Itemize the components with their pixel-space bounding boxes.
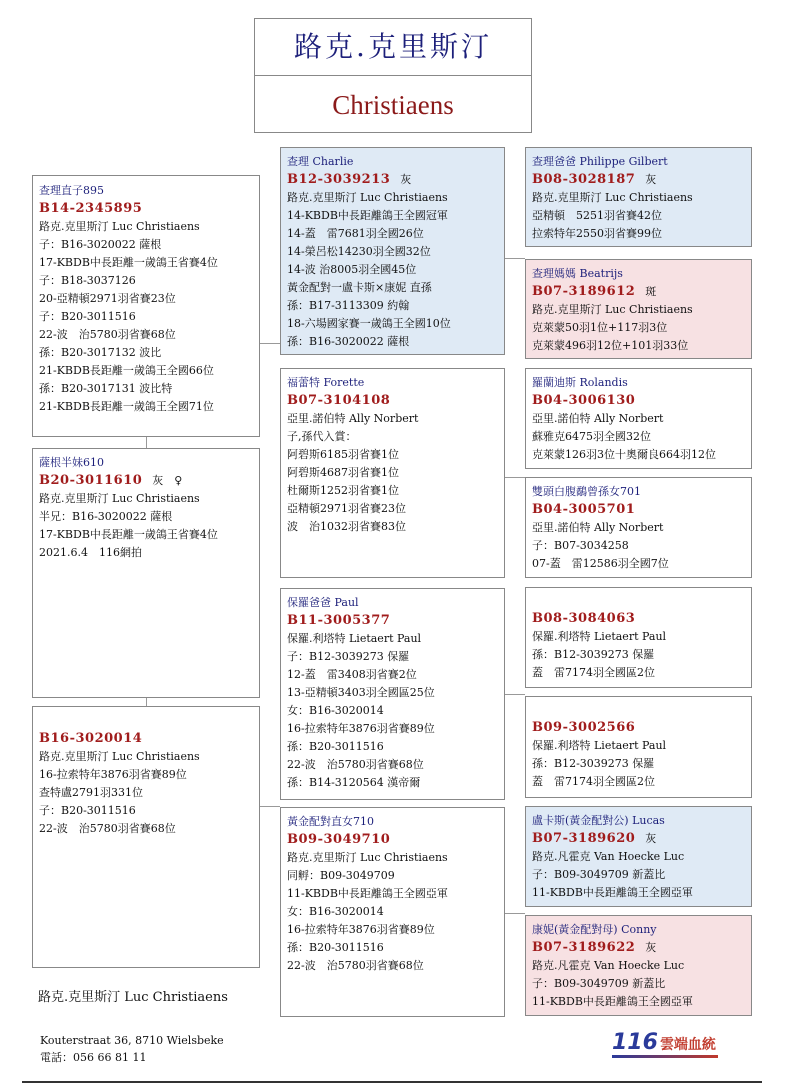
info-line: 16-拉索特年3876羽省賽89位 bbox=[287, 722, 435, 735]
ring-number bbox=[287, 612, 504, 630]
pedigree-card-sibling bbox=[32, 448, 260, 698]
ring-number-text: B07-3104108 bbox=[287, 393, 391, 408]
info-line: 11-KBDB中長距離鴿王全國亞軍 bbox=[532, 995, 693, 1008]
info-line: 蘇雅克6475羽全國32位 bbox=[532, 430, 651, 443]
info-line: 路克.克里斯汀 Luc Christiaens bbox=[532, 303, 693, 316]
bird-name: 盧卡斯(黃金配對公) Lucas bbox=[532, 814, 665, 827]
info-line: 孫：B12-3039273 保羅 bbox=[532, 648, 655, 661]
info-line: 查特盧2791羽331位 bbox=[39, 786, 143, 799]
ring-number-text: B07-3189620 bbox=[532, 831, 636, 846]
connector-line bbox=[260, 806, 280, 807]
info-line: 14-蓋 雷7681羽全國26位 bbox=[287, 227, 424, 240]
info-line: 22-波 治5780羽省賽68位 bbox=[287, 959, 424, 972]
ring-number-text: B12-3039213 bbox=[287, 172, 391, 187]
pedigree-card-sire-dam bbox=[525, 259, 752, 359]
ring-number bbox=[532, 719, 751, 737]
pedigree-card-partner bbox=[32, 706, 260, 968]
info-line: 孫：B16-3020022 薩根 bbox=[287, 335, 410, 348]
title-chinese: 路克.克里斯汀 bbox=[255, 19, 531, 76]
pedigree-card-partner-sire-sire bbox=[525, 587, 752, 688]
info-line: 17-KBDB中長距離一歲鴿王省賽4位 bbox=[39, 528, 218, 541]
pedigree-card-partner-dam-dam bbox=[525, 915, 752, 1016]
info-line: 18-六場國家賽一歲鴿王全國10位 bbox=[287, 317, 451, 330]
ring-number bbox=[532, 171, 751, 189]
info-line: 孫：B12-3039273 保羅 bbox=[532, 757, 655, 770]
info-line: 子：B16-3020022 薩根 bbox=[39, 238, 162, 251]
info-line: 20-亞精頓2971羽省賽23位 bbox=[39, 292, 176, 305]
info-line: 路克.克里斯汀 Luc Christiaens bbox=[532, 191, 693, 204]
info-line: 亞精頓2971羽省賽23位 bbox=[287, 502, 406, 515]
info-line: 杜爾斯1252羽省賽1位 bbox=[287, 484, 399, 497]
color-sex: 灰 ♀ bbox=[152, 474, 183, 487]
pedigree-card-sire bbox=[280, 147, 505, 355]
info-line: 14-榮呂松14230羽全國32位 bbox=[287, 245, 431, 258]
pedigree-card-partner-dam-sire bbox=[525, 806, 752, 907]
info-line: 子：B09-3049709 新蓋比 bbox=[532, 977, 666, 990]
ring-number bbox=[287, 831, 504, 849]
bird-name: 薩根半妹610 bbox=[39, 456, 104, 469]
pedigree-card-dam-dam bbox=[525, 477, 752, 578]
info-line: 亞精頓 5251羽省賽42位 bbox=[532, 209, 662, 222]
info-line: 13-亞精頓3403羽全國區25位 bbox=[287, 686, 435, 699]
connector-line bbox=[505, 258, 525, 259]
info-line: 孫：B14-3120564 漢帝爾 bbox=[287, 776, 421, 789]
info-line: 孫：B17-3113309 約翰 bbox=[287, 299, 410, 312]
pedigree-card-sire-sire bbox=[525, 147, 752, 247]
ring-number bbox=[532, 610, 751, 628]
owner-name: 路克.克里斯汀 Luc Christiaens bbox=[38, 990, 228, 1005]
footer-divider bbox=[22, 1081, 762, 1083]
ring-number bbox=[39, 200, 259, 218]
phone-number: 電話：056 66 81 11 bbox=[40, 1051, 147, 1064]
ring-number-text: B04-3006130 bbox=[532, 393, 636, 408]
info-line: 17-KBDB中長距離一歲鴿王省賽4位 bbox=[39, 256, 218, 269]
logo-number: 116 bbox=[612, 1030, 658, 1055]
pedigree-card-partner-sire-dam bbox=[525, 696, 752, 798]
ring-number-text: B09-3002566 bbox=[532, 720, 636, 735]
info-line: 路克.克里斯汀 Luc Christiaens bbox=[39, 750, 200, 763]
pedigree-card-partner-dam bbox=[280, 807, 505, 1017]
connector-line bbox=[260, 343, 280, 344]
info-line: 路克.克里斯汀 Luc Christiaens bbox=[287, 851, 448, 864]
site-logo bbox=[612, 1030, 722, 1056]
color-sex: 灰 bbox=[400, 173, 412, 186]
info-line: 12-蓋 雷3408羽省賽2位 bbox=[287, 668, 417, 681]
ring-number bbox=[532, 392, 751, 410]
connector-line bbox=[505, 477, 525, 478]
bird-name: 雙頭白腹鷸曾孫女701 bbox=[532, 485, 641, 498]
ring-number-text: B07-3189612 bbox=[532, 284, 636, 299]
info-line: 亞里.諾伯特 Ally Norbert bbox=[532, 521, 664, 534]
color-sex: 斑 bbox=[645, 285, 657, 298]
info-line: 孫：B20-3011516 bbox=[287, 740, 384, 753]
bird-name: 查理媽媽 Beatrijs bbox=[532, 267, 623, 280]
ring-number-text: B08-3084063 bbox=[532, 611, 636, 626]
info-line: 11-KBDB中長距離鴿王全國亞軍 bbox=[532, 886, 693, 899]
bird-name: 查理直子895 bbox=[39, 184, 104, 197]
info-line: 2021.6.4 116網拍 bbox=[39, 546, 142, 559]
info-line: 半兄：B16-3020022 薩根 bbox=[39, 510, 173, 523]
info-line: 蓋 雷7174羽全國區2位 bbox=[532, 775, 655, 788]
ring-number bbox=[287, 171, 504, 189]
ring-number bbox=[532, 283, 751, 301]
pedigree-card-dam bbox=[280, 368, 505, 578]
info-line: 阿碧斯6185羽省賽1位 bbox=[287, 448, 399, 461]
connector-line bbox=[505, 694, 525, 695]
ring-number bbox=[287, 392, 504, 410]
info-line: 子：B12-3039273 保羅 bbox=[287, 650, 410, 663]
info-line: 路克.克里斯汀 Luc Christiaens bbox=[39, 492, 200, 505]
ring-number-text: B11-3005377 bbox=[287, 613, 391, 628]
info-line: 子：B18-3037126 bbox=[39, 274, 136, 287]
info-line: 克萊蒙126羽3位十奧爾良664羽12位 bbox=[532, 448, 716, 461]
info-line: 女：B16-3020014 bbox=[287, 905, 384, 918]
info-line: 子,孫代入賞： bbox=[287, 430, 357, 443]
ring-number-text: B16-3020014 bbox=[39, 731, 143, 746]
pedigree-card-dam-sire bbox=[525, 368, 752, 469]
info-line: 11-KBDB中長距離鴿王全國亞軍 bbox=[287, 887, 448, 900]
ring-number-text: B04-3005701 bbox=[532, 502, 636, 517]
ring-number bbox=[532, 501, 751, 519]
info-line: 路克.克里斯汀 Luc Christiaens bbox=[287, 191, 448, 204]
info-line: 子：B20-3011516 bbox=[39, 804, 136, 817]
info-line: 阿碧斯4687羽省賽1位 bbox=[287, 466, 399, 479]
color-sex: 灰 bbox=[645, 941, 657, 954]
connector-line bbox=[505, 913, 525, 914]
bird-name: 黃金配對直女710 bbox=[287, 815, 374, 828]
logo-underline bbox=[612, 1055, 718, 1058]
ring-number-text: B08-3028187 bbox=[532, 172, 636, 187]
title-english: Christiaens bbox=[332, 90, 454, 120]
info-line: 黃金配對一盧卡斯×康妮 直孫 bbox=[287, 281, 432, 294]
info-line: 克萊蒙50羽1位+117羽3位 bbox=[532, 321, 668, 334]
bird-name: 羅蘭迪斯 Rolandis bbox=[532, 376, 628, 389]
info-line: 克萊蒙496羽12位+101羽33位 bbox=[532, 339, 689, 352]
info-line: 孫：B20-3011516 bbox=[287, 941, 384, 954]
ring-number-text: B14-2345895 bbox=[39, 201, 143, 216]
info-line: 孫：B20-3017132 波比 bbox=[39, 346, 162, 359]
street-address: Kouterstraat 36, 8710 Wielsbeke bbox=[40, 1034, 224, 1047]
info-line: 保羅.利塔特 Lietaert Paul bbox=[287, 632, 422, 645]
info-line: 21-KBDB長距離一歲鴿王全國71位 bbox=[39, 400, 214, 413]
bird-name: 查理爸爸 Philippe Gilbert bbox=[532, 155, 668, 168]
ring-number bbox=[39, 472, 259, 490]
info-line: 亞里.諾伯特 Ally Norbert bbox=[287, 412, 419, 425]
info-line: 波 治1032羽省賽83位 bbox=[287, 520, 406, 533]
info-line: 14-KBDB中長距離鴿王全國冠軍 bbox=[287, 209, 448, 222]
bird-name: 福蕾特 Forette bbox=[287, 376, 365, 389]
info-line: 21-KBDB長距離一歲鴿王全國66位 bbox=[39, 364, 214, 377]
info-line: 16-拉索特年3876羽省賽89位 bbox=[39, 768, 187, 781]
info-line: 22-波 治5780羽省賽68位 bbox=[287, 758, 424, 771]
info-line: 蓋 雷7174羽全國區2位 bbox=[532, 666, 655, 679]
info-line: 16-拉索特年3876羽省賽89位 bbox=[287, 923, 435, 936]
color-sex: 灰 bbox=[645, 173, 657, 186]
info-line: 子：B20-3011516 bbox=[39, 310, 136, 323]
info-line: 子：B07-3034258 bbox=[532, 539, 629, 552]
info-line: 孫：B20-3017131 波比特 bbox=[39, 382, 173, 395]
bird-name: 保羅爸爸 Paul bbox=[287, 596, 359, 609]
info-line: 保羅.利塔特 Lietaert Paul bbox=[532, 630, 667, 643]
ring-number-text: B09-3049710 bbox=[287, 832, 391, 847]
info-line: 路克.凡霍克 Van Hoecke Luc bbox=[532, 850, 685, 863]
info-line: 子：B09-3049709 新蓋比 bbox=[532, 868, 666, 881]
info-line: 保羅.利塔特 Lietaert Paul bbox=[532, 739, 667, 752]
ring-number-text: B07-3189622 bbox=[532, 940, 636, 955]
ring-number bbox=[532, 830, 751, 848]
info-line: 同孵：B09-3049709 bbox=[287, 869, 395, 882]
info-line: 07-蓋 雷12586羽全國7位 bbox=[532, 557, 669, 570]
info-line: 亞里.諾伯特 Ally Norbert bbox=[532, 412, 664, 425]
info-line: 22-波 治5780羽省賽68位 bbox=[39, 328, 176, 341]
info-line: 路克.克里斯汀 Luc Christiaens bbox=[39, 220, 200, 233]
info-line: 路克.凡霍克 Van Hoecke Luc bbox=[532, 959, 685, 972]
connector-line bbox=[146, 698, 147, 706]
info-line: 女：B16-3020014 bbox=[287, 704, 384, 717]
connector-line bbox=[146, 437, 147, 448]
pedigree-card-main bbox=[32, 175, 260, 437]
info-line: 22-波 治5780羽省賽68位 bbox=[39, 822, 176, 835]
ring-number bbox=[39, 730, 259, 748]
contact-info bbox=[40, 1032, 224, 1066]
bird-name: 康妮(黃金配對母) Conny bbox=[532, 923, 657, 936]
title-box bbox=[254, 18, 532, 133]
info-line: 拉索特年2550羽省賽99位 bbox=[532, 227, 662, 240]
ring-number-text: B20-3011610 bbox=[39, 473, 143, 488]
bird-name: 查理 Charlie bbox=[287, 155, 354, 168]
info-line: 14-波 治8005羽全國45位 bbox=[287, 263, 417, 276]
ring-number bbox=[532, 939, 751, 957]
logo-text: 雲端血統 bbox=[659, 1037, 716, 1053]
color-sex: 灰 bbox=[645, 832, 657, 845]
pedigree-card-partner-sire bbox=[280, 588, 505, 800]
